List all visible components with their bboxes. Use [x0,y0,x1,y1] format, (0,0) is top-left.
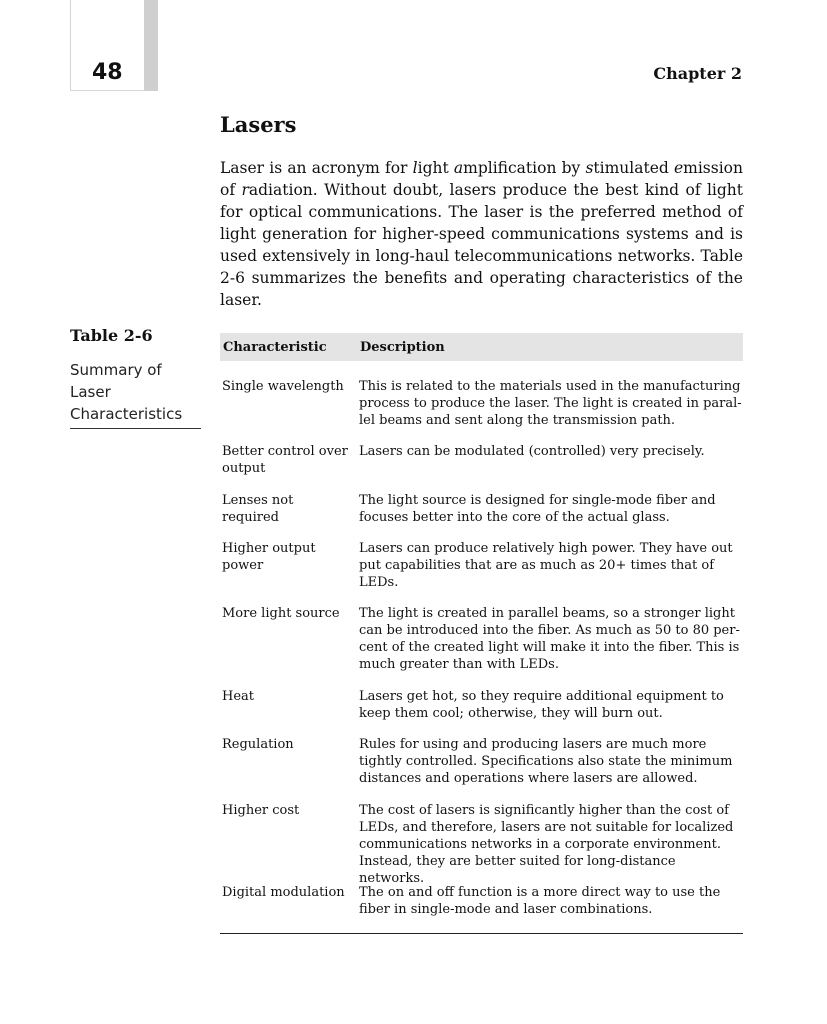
row-description: Lasers can be modulated (controlled) very precisely. [359,444,705,459]
row-characteristic: Higher output power [222,541,316,573]
row-characteristic: Heat [222,689,255,704]
row-description: Rules for using and producing lasers are much more tightly controlled. Specifications also state the minimum distances and operations where lasers are allowed. [359,737,733,786]
page-number-tab [144,0,158,91]
row-characteristic: Digital modulation [222,885,345,900]
row-description: The on and off function is a more direct way to use the fiber in single-mode and laser combinations. [359,885,721,917]
row-description: The cost of lasers is significantly higher than the cost of LEDs, and therefore, lasers are not suitable for localized communications networks in a corporate environment. Instead, they are better suited for long-distance networks. [359,803,734,886]
table-bottom-rule [220,933,743,934]
row-description: This is related to the materials used in the manufacturing process to produce the laser. The light is created in paral-lel beams and sent along the transmission path. [359,379,742,428]
table-label: Table 2-6 [70,326,153,345]
table-header-row [220,333,743,361]
section-title: Lasers [220,112,297,137]
chapter-heading: Chapter 2 [653,64,742,83]
row-description: The light is created in parallel beams, so a stronger light can be introduced into the fiber. As much as 50 to 80 per-cent of the created light will make it into the fiber. This is much greater than with LEDs. [359,606,740,672]
row-characteristic: Single wavelength [222,379,344,394]
page-number: 48 [92,60,123,85]
row-description: The light source is designed for single-mode fiber and focuses better into the core of the actual glass. [359,493,716,525]
row-characteristic: Better control over output [222,444,348,476]
row-characteristic: Regulation [222,737,294,752]
row-description: Lasers get hot, so they require additional equipment to keep them cool; otherwise, they will burn out. [359,689,724,721]
header-characteristic: Characteristic [223,340,327,355]
header-description: Description [360,340,445,355]
table-caption: Summary of Laser Characteristics [70,359,201,429]
row-characteristic: More light source [222,606,340,621]
row-characteristic: Lenses not required [222,493,294,525]
intro-paragraph: Laser is an acronym for light amplification by stimulated emission of radiation. Without doubt, lasers produce the best kind of light for optical communications. The laser is the preferred method of light generation for higher-speed communications systems and is used extensively in long-haul telecommunications networks. Table 2-6 summarizes the benefits and operating characteristics of the laser. [220,159,744,309]
row-characteristic: Higher cost [222,803,300,818]
row-description: Lasers can produce relatively high power. They have out put capabilities that are as much as 20+ times that of LEDs. [359,541,733,590]
